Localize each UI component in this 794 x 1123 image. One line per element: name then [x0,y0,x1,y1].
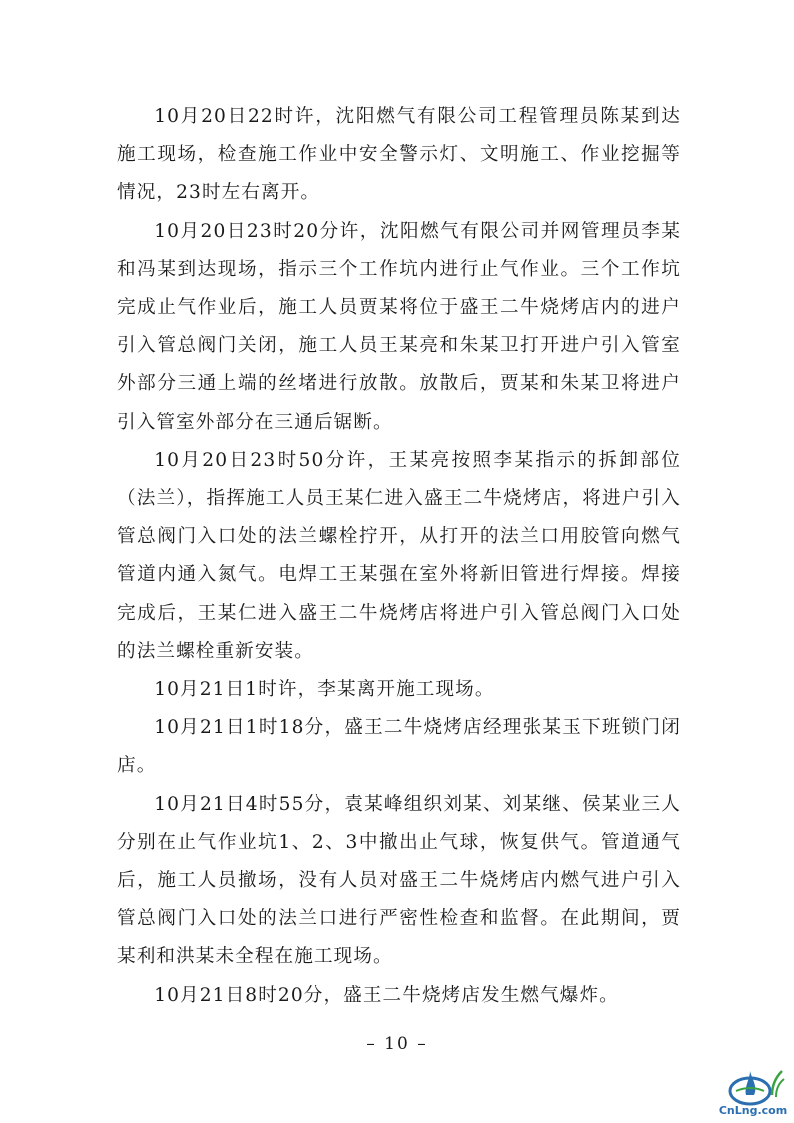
paragraph: 10月21日1时许，李某离开施工现场。 [154,679,495,701]
droplet-logo-icon [716,1065,790,1107]
paragraph: 10月21日8时20分，盛王二牛烧烤店发生燃气爆炸。 [154,984,619,1006]
page-number: – 10 – [366,1034,428,1054]
paragraph: 10月21日4时55分，袁某峰组织刘某、刘某继、侯某业三人分别在止气作业坑1、2、3中撤出止气球，恢复供气。管道通气后，施工人员撤场，没有人员对盛王二牛烧烤店内燃气进户引入管总阀门入口处的法兰口进行严密性检查和监督。在此期间，贾某利和洪某未全程在施工现场。 [117,793,681,968]
paragraph: 10月20日23时20分许，沈阳燃气有限公司并网管理员李某和冯某到达现场，指示三个工作坑内进行止气作业。三个工作坑完成止气作业后，施工人员贾某将位于盛王二牛烧烤店内的进户引入管总阀门关闭，施工人员王某亮和朱某卫打开进户引入管室外部分三通上端的丝堵进行放散。放散后，贾某和朱某卫将进户引入管室外部分在三通后锯断。 [117,220,681,433]
document-body [117,98,681,1015]
paragraph: 10月21日1时18分，盛王二牛烧烤店经理张某玉下班锁门闭店。 [117,717,681,777]
paragraph: 10月20日22时许，沈阳燃气有限公司工程管理员陈某到达施工现场，检查施工作业中安全警示灯、文明施工、作业挖掘等情况，23时左右离开。 [117,106,681,204]
paragraph: 10月20日23时50分许，王某亮按照李某指示的拆卸部位（法兰），指挥施工人员王某仁进入盛王二牛烧烤店，将进户引入管总阀门入口处的法兰螺栓拧开，从打开的法兰口用胶管向燃气管道内通入氮气。电焊工王某强在室外将新旧管进行焊接。焊接完成后，王某仁进入盛王二牛烧烤店将进户引入管总阀门入口处的法兰螺栓重新安装。 [117,449,681,662]
watermark-logo [716,1065,790,1119]
watermark-text: CnLng.com [718,1104,788,1117]
